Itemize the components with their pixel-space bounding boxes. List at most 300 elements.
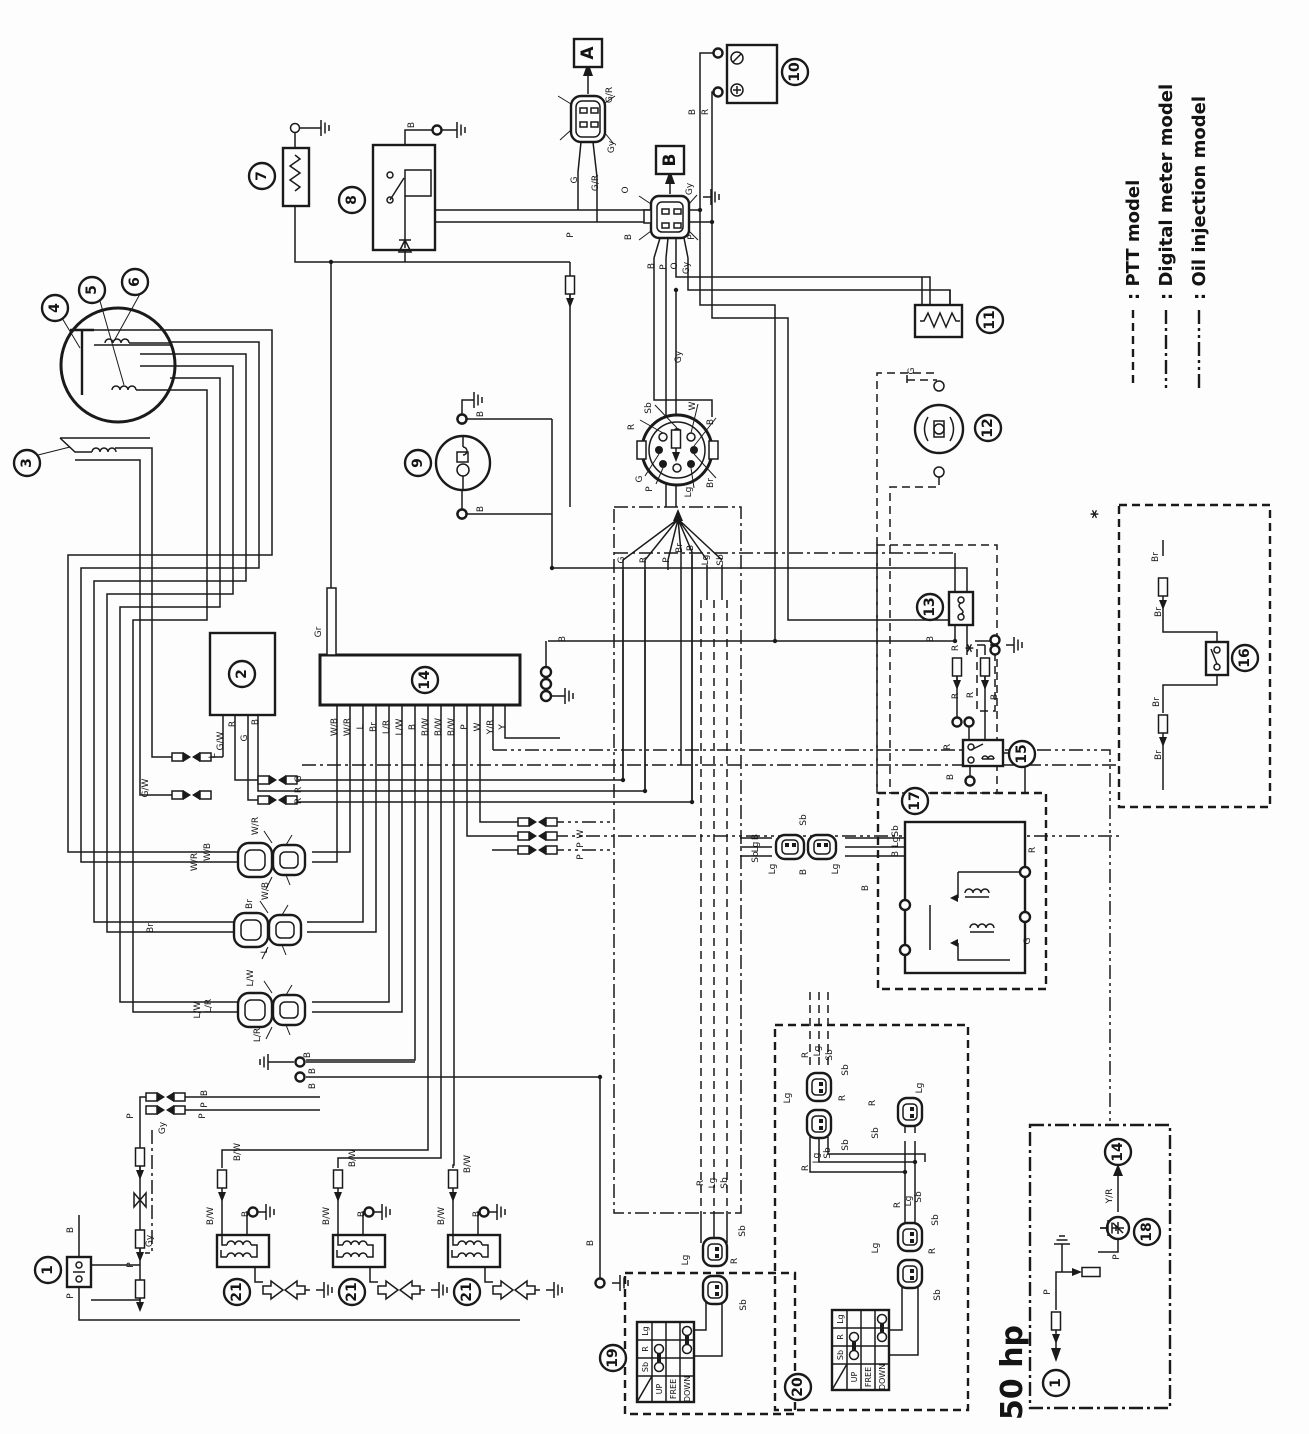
pulser-coil-4 [70, 330, 94, 395]
legend-label: : Digital meter model [1156, 83, 1177, 300]
wire-label: L [260, 948, 270, 954]
wire-label: P [566, 232, 576, 238]
wire-label: B [686, 544, 696, 552]
switch-13 [949, 592, 973, 625]
asterisk-marks [963, 509, 1108, 652]
ring-terminal-icon [458, 510, 467, 519]
svg-text:Lg: Lg [836, 1314, 845, 1324]
wire-label: Br [1152, 697, 1162, 707]
callout-8 [339, 187, 365, 213]
wire-label: R [639, 556, 649, 564]
wire-label: L/R [204, 998, 214, 1014]
wire-label: B [558, 635, 568, 643]
wire-label: Sb [914, 1191, 924, 1203]
ring-terminal-icon [596, 1279, 605, 1288]
ground-icon [489, 1204, 505, 1220]
bullet-connector-pair-icon [172, 752, 211, 762]
ring-terminal-icon [433, 126, 442, 135]
callout-19 [600, 1345, 626, 1371]
inline-connector-icon [981, 658, 990, 690]
svg-text:12: 12 [980, 418, 996, 438]
static-labels [995, 1325, 1030, 1420]
wire-label: B/W [348, 1148, 358, 1168]
inline-connector-icon [334, 1170, 343, 1202]
wire-label: R [893, 1201, 903, 1209]
ring-terminal-icon [458, 415, 467, 424]
wire-label: O [670, 262, 680, 270]
ptt-motor-12 [915, 381, 963, 477]
wire-label: Sb [720, 1177, 730, 1189]
wire-label: Lg [751, 841, 761, 853]
wire-label: P [662, 557, 672, 563]
bullet-connector-pair-icon [258, 775, 297, 785]
wire-label: R [701, 108, 711, 116]
wire-label: P [687, 234, 697, 240]
wire-label: W [576, 829, 586, 839]
svg-text:4: 4 [47, 303, 63, 313]
svg-text:FREE: FREE [864, 1366, 873, 1388]
ignition-coil-icon [448, 1235, 500, 1267]
wire-label: B [241, 1210, 251, 1218]
inline-connector-icon [1072, 1268, 1100, 1277]
svg-text:5: 5 [84, 285, 100, 295]
callout-9 [405, 450, 431, 476]
callout-20 [785, 1374, 811, 1400]
callout-15 [1009, 741, 1035, 767]
wire-label: G/R [591, 174, 601, 192]
ring-terminal-icon [953, 718, 962, 727]
callout-13 [917, 594, 943, 620]
svg-text:1: 1 [40, 1265, 56, 1275]
inline-connector-icon [566, 276, 575, 308]
wire-label: L/R [253, 1027, 263, 1043]
svg-text:14: 14 [417, 670, 433, 690]
wire-label: G [570, 176, 580, 184]
wire-label: G [294, 775, 304, 783]
spark-gap-icon [493, 1281, 535, 1299]
ptt-dashed-wires [145, 373, 1119, 1253]
harness-connector-icon [703, 1276, 727, 1304]
wire-label: R [627, 423, 637, 431]
svg-text:DOWN: DOWN [878, 1363, 887, 1391]
wire-label: Y [498, 724, 508, 730]
ground-icon [258, 1204, 274, 1220]
bullet-connector-pair-icon [518, 817, 557, 827]
wire-label: R [1028, 846, 1038, 854]
svg-text:21: 21 [459, 1282, 475, 1302]
wire-label: B [251, 718, 261, 726]
wire-label: Y/R [486, 719, 496, 735]
wire-label: P [126, 1262, 136, 1268]
harness-connector-icon [898, 1098, 922, 1126]
wire-label: G [1023, 937, 1033, 945]
ground-icon [260, 1054, 276, 1070]
wire-label: P [460, 724, 470, 730]
ring-terminal-icon [966, 777, 975, 786]
connector-ref-B [656, 146, 684, 174]
ptt-tables [637, 1310, 889, 1402]
wire-label: Br [369, 722, 379, 732]
switch-16 [1206, 642, 1228, 675]
svg-text:16: 16 [1237, 648, 1253, 668]
legend [1123, 84, 1210, 388]
wire-label: L/R [382, 719, 392, 735]
wire-label: B [66, 1226, 76, 1234]
wire-label: B [308, 1067, 318, 1075]
wire-label: B/W [447, 717, 457, 737]
svg-text:17: 17 [907, 791, 923, 811]
inline-connector-icon [136, 1230, 145, 1262]
legend-item [1156, 84, 1177, 388]
ring-terminal-icon [991, 636, 1000, 645]
callout-21 [454, 1279, 480, 1305]
wire-label: Lg [915, 1082, 925, 1094]
callout-21 [339, 1279, 365, 1305]
wire-label: B [586, 1239, 596, 1247]
wire-label: B [303, 1051, 313, 1059]
wire-label: W [688, 401, 698, 411]
ptt-unit-17 [900, 822, 1030, 973]
harness-connector-icon [703, 1238, 727, 1266]
wire-label: R [868, 1099, 878, 1107]
wire-label: Sb [933, 1289, 943, 1301]
harness-connector-icon [898, 1260, 922, 1288]
ptt-switch-table [637, 1322, 694, 1402]
svg-text:R: R [641, 1346, 650, 1352]
legend-item [1123, 180, 1144, 388]
legend-item [1189, 96, 1210, 388]
svg-text:19: 19 [605, 1348, 621, 1368]
svg-text:11: 11 [982, 310, 998, 330]
wire-label: Sb [751, 851, 761, 863]
bullet-connector-pair-icon [146, 1092, 185, 1102]
wire-label: B [472, 1210, 482, 1218]
wire-label: B [751, 833, 761, 841]
legend-label: : PTT model [1123, 179, 1144, 300]
wire-label: B [476, 505, 486, 513]
wire-label: Gy [685, 182, 695, 196]
wire-label: G/R [605, 86, 615, 104]
callout-5 [79, 277, 105, 303]
wire-label: Gy [145, 1234, 155, 1248]
wire-label: B/W [233, 1142, 243, 1162]
callout-4 [42, 295, 68, 321]
wire-label: B [706, 418, 716, 426]
wire-label: Br [1154, 750, 1164, 760]
callout-1 [35, 1257, 61, 1283]
wire-label: Lg [768, 863, 778, 875]
wire-label: B [408, 723, 418, 731]
callout-14 [412, 667, 438, 693]
wire-label: B/W [421, 717, 431, 737]
inline-connector-icon [136, 1148, 145, 1180]
bullet-connector-pair-icon [258, 795, 297, 805]
wire-label: L/W [246, 969, 256, 987]
remote-harness-box [614, 507, 741, 1213]
svg-text:21: 21 [229, 1282, 245, 1302]
asterisk-mark: * [1088, 509, 1108, 519]
bullet-connector-pair-icon [518, 845, 557, 855]
wire-label: B [200, 1089, 210, 1097]
svg-text:13: 13 [922, 597, 938, 617]
bullet-connector-pair-icon [146, 1105, 185, 1115]
svg-text:1: 1 [1048, 1378, 1064, 1388]
ground-icon [449, 122, 465, 138]
callout-3 [14, 450, 40, 476]
wire-label: R [294, 797, 304, 805]
components [38, 45, 1228, 1362]
coupler-pair-icon [238, 981, 305, 1039]
wire-label: Br [675, 543, 685, 553]
resistor-11 [915, 305, 962, 337]
wire-label: W/B [261, 881, 271, 901]
wire-label: P [576, 842, 586, 848]
wire-label: Lg [681, 1254, 691, 1266]
wire-label: P [645, 486, 655, 492]
wire-label: L [208, 753, 218, 759]
ring-terminal-icon [714, 88, 723, 97]
wire-label: Sb [891, 825, 901, 837]
wire-label: Lg [904, 1195, 914, 1207]
wire-label: P [198, 1113, 208, 1119]
callout-6 [122, 269, 148, 295]
harness-connector-icon [808, 835, 836, 859]
wire-label: Lg [813, 1045, 823, 1057]
lighting-coil-3 [60, 438, 150, 452]
wire-label: P [126, 1113, 136, 1119]
wire-label: R [294, 786, 304, 794]
wire-label: B [647, 262, 657, 270]
harness-connector-icon [807, 1073, 831, 1101]
wire-label: B [407, 121, 417, 129]
spark-gap-icon [378, 1281, 420, 1299]
wire-label: B [624, 233, 634, 241]
battery-10 [727, 45, 777, 103]
ground-icon [546, 1282, 562, 1298]
svg-text:20: 20 [790, 1377, 806, 1397]
wire-label: P [659, 264, 669, 270]
wire-label: B [799, 868, 809, 876]
wire-label: Sb [823, 1147, 833, 1159]
box-18-outline [1030, 1125, 1170, 1408]
wire-label: W/B [203, 842, 213, 862]
ground-icon [1006, 637, 1022, 653]
connector-ref-A [574, 39, 602, 67]
inline-connector-icon [1052, 1312, 1061, 1344]
wire-label: Sb [841, 1064, 851, 1076]
inline-connector-icon [449, 1170, 458, 1202]
wire-label: B [990, 693, 1000, 701]
wire-label: W/B [330, 717, 340, 737]
wire-label: Sb [841, 1139, 851, 1151]
wire-label: W/R [190, 852, 200, 872]
harness-connector-icon [898, 1223, 922, 1251]
svg-text:UP: UP [850, 1371, 859, 1383]
wire-label: L [356, 724, 366, 730]
wire-label: B [861, 884, 871, 892]
bullet-connector-pair-icon [518, 831, 557, 841]
relay-8 [373, 145, 435, 252]
wire-label: R [951, 644, 961, 652]
wire-label: Br [706, 478, 716, 488]
starter-motor-9 [436, 414, 490, 519]
wire-label: R [696, 1179, 706, 1187]
wire-label: Lg [891, 836, 901, 848]
ignition-coil-icon [333, 1235, 385, 1267]
ring-terminal-icon [965, 718, 974, 727]
wire-label: B/W [434, 717, 444, 737]
wire-label: B [688, 108, 698, 116]
wire-label: B [476, 410, 486, 418]
wire-label: Sb [825, 1049, 835, 1061]
inline-connector-icon [953, 658, 962, 690]
ring-terminal-icon [714, 49, 723, 58]
wire-label: R [730, 1257, 740, 1265]
svg-text:B: B [660, 153, 680, 167]
resistor-7 [283, 124, 313, 207]
ring-terminal-icon [296, 1073, 305, 1082]
ground-icon [466, 392, 482, 408]
wire-label: R [801, 1164, 811, 1172]
stop-switch-1 [67, 1257, 91, 1287]
svg-text:8: 8 [344, 195, 360, 205]
wire-label: W/R [343, 717, 353, 737]
wire-label: Br [146, 923, 156, 933]
wire-label: B [891, 850, 901, 858]
callout-11 [977, 307, 1003, 333]
ring-terminal-icon [991, 646, 1000, 655]
wire-label: G/W [141, 778, 151, 798]
wire-label: P [200, 1102, 210, 1108]
wire-label: P [1112, 1254, 1122, 1260]
inline-connector-icon [1159, 578, 1168, 610]
wire-label: Sb [931, 1214, 941, 1226]
wire-label: R [228, 720, 238, 728]
wire-label: B [357, 1210, 367, 1218]
charge-coil-5 [112, 386, 136, 390]
wire-label: Lg [701, 554, 711, 566]
wire-label: B [308, 1082, 318, 1090]
wire-label: R [928, 1247, 938, 1255]
wire-label: B/W [322, 1206, 332, 1226]
wire-label: Sb [871, 1127, 881, 1139]
svg-text:Sb: Sb [836, 1349, 845, 1361]
inline-connector-icon [136, 1280, 145, 1312]
svg-text:Sb: Sb [641, 1361, 650, 1373]
ptt-switch-table [832, 1310, 889, 1390]
callout-7 [249, 163, 275, 189]
wire-label: Lg [684, 486, 694, 498]
wire-label: B/W [437, 1206, 447, 1226]
callout-1 [1043, 1370, 1069, 1396]
legend-label: : Oil injection model [1189, 95, 1210, 300]
wire-label: Gy [682, 261, 692, 275]
relay-15 [963, 740, 1003, 766]
wire-label: R [951, 692, 961, 700]
callout-17 [902, 788, 928, 814]
ground-icon [431, 1282, 447, 1298]
wire-label: Lg [831, 863, 841, 875]
wire-label: B [946, 773, 956, 781]
wire-label: R [943, 743, 953, 751]
svg-text:R: R [836, 1334, 845, 1340]
callouts [14, 59, 1258, 1403]
wire-label: Gy [674, 350, 684, 364]
wire-label: G/W [216, 731, 226, 751]
generated-layer [14, 39, 1258, 1402]
hp-label: 50 hp [995, 1324, 1030, 1420]
svg-text:FREE: FREE [669, 1378, 678, 1400]
wire-label: P [1043, 1289, 1053, 1295]
bullet-connector-pair-icon [172, 790, 211, 800]
inline-connector-icon [1159, 715, 1168, 747]
callout-2 [229, 661, 255, 687]
ground-icon [374, 1204, 390, 1220]
wire-label: G [240, 734, 250, 742]
wire-label: W/R [251, 816, 261, 836]
svg-text:14: 14 [1110, 1142, 1126, 1162]
wire-label: Sb [799, 814, 809, 826]
wire-label: G [907, 367, 917, 375]
wire-label: R [801, 1051, 811, 1059]
svg-text:2: 2 [234, 669, 250, 679]
svg-text:10: 10 [787, 62, 803, 82]
wire-label: G [635, 475, 645, 483]
wire-label: Br [1154, 607, 1164, 617]
wire-label: Sb [644, 402, 654, 414]
wire-label: Br [245, 899, 255, 909]
wire-label: Gr [314, 626, 324, 638]
harness-connector-icon [776, 835, 804, 859]
wire-label: Br [1151, 552, 1161, 562]
svg-text:7: 7 [254, 171, 270, 181]
callout-12 [975, 415, 1001, 441]
wire-label: P [576, 854, 586, 860]
svg-text:6: 6 [127, 277, 143, 287]
connector-b [639, 170, 698, 240]
callout-14 [1105, 1139, 1131, 1165]
wire-label: L/W [395, 718, 405, 736]
wire-label: R [838, 1094, 848, 1102]
svg-text:A: A [578, 46, 598, 60]
wire-label: G [617, 556, 627, 564]
wire-label: Lg [783, 1092, 793, 1104]
wire-label: Sb [739, 1299, 749, 1311]
wire-label: Lg [708, 1177, 718, 1189]
svg-text:15: 15 [1014, 744, 1030, 764]
harness-connector-icon [807, 1110, 831, 1138]
ground-icon [316, 1282, 332, 1298]
wire-label: P [66, 1293, 76, 1299]
wire-label: R [966, 691, 976, 699]
wire-label: Sb [738, 1225, 748, 1237]
ignition-coil-icon [217, 1235, 269, 1267]
cdi-ground-terminals [541, 667, 557, 701]
wire-label: B [926, 635, 936, 643]
wire-label: Sb [716, 554, 726, 566]
svg-text:21: 21 [344, 1282, 360, 1302]
callout-10 [782, 59, 808, 85]
spark-gap-icon [263, 1281, 305, 1299]
wire-label: Lg [871, 1242, 881, 1254]
wire-label: B/W [463, 1154, 473, 1174]
svg-text:9: 9 [410, 458, 426, 468]
wire-label: W [473, 722, 483, 732]
ground-icon [1054, 1236, 1070, 1252]
ground-icon [703, 189, 719, 205]
svg-text:UP: UP [655, 1383, 664, 1395]
svg-text:3: 3 [19, 458, 35, 468]
